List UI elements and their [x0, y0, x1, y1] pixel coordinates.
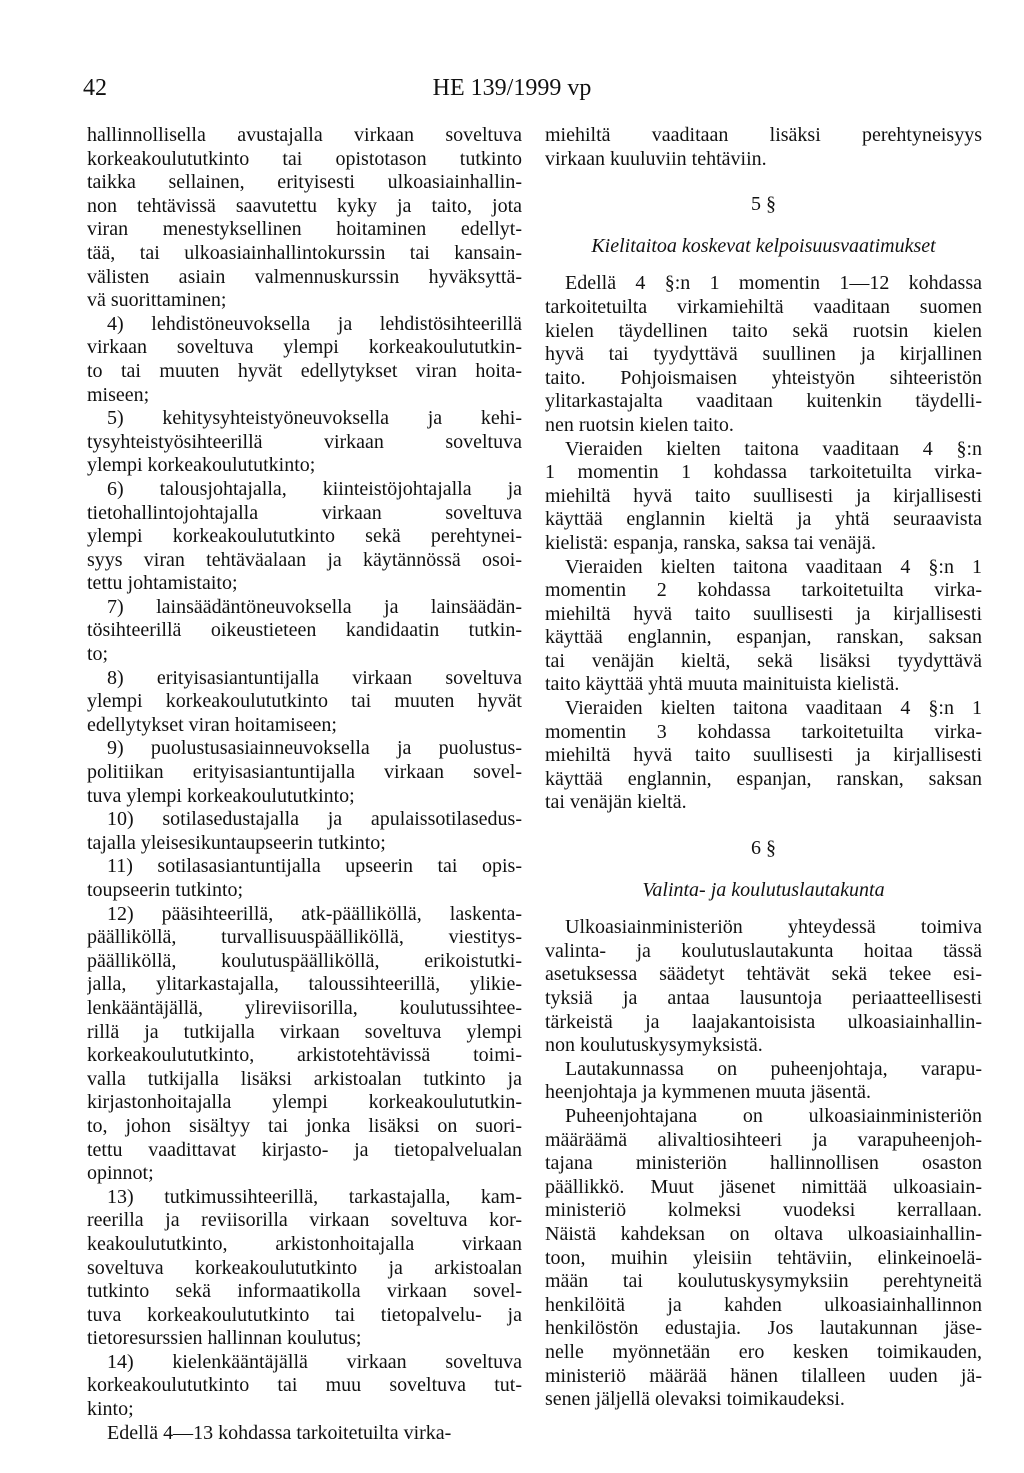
text-line: rillä ja tutkijalla virkaan soveltuva ylempi — [87, 1020, 522, 1043]
text-line: 5) kehitysyhteistyöneuvoksella ja kehi- — [107, 407, 522, 430]
text-line: 12) pääsihteerillä, atk-päälliköllä, laskenta- — [107, 902, 522, 925]
text-line: valla tutkijalla lisäksi arkistoalan tutkinto ja — [87, 1067, 522, 1090]
text-line: kinto; — [87, 1398, 134, 1421]
text-line: tuva ylempi korkeakoulututkinto; — [87, 784, 355, 807]
text-line: tarkoitetuilta virkamiehiltä vaaditaan suomen — [545, 295, 982, 318]
text-line: Vieraiden kielten taitona vaaditaan 4 §:n — [565, 437, 982, 460]
text-line: 13) tutkimussihteerillä, tarkastajalla, kam- — [107, 1185, 522, 1208]
text-line: politiikan erityisasiantuntijalla virkaan sovel- — [87, 761, 522, 784]
text-line: ylempi korkeakoulututkinto sekä perehtynei- — [87, 525, 522, 548]
text-line: toupseerin tutkinto; — [87, 879, 244, 901]
text-line: tää, tai ulkoasiainhallintokurssin tai kansain- — [87, 241, 522, 264]
text-line: 14) kielenkääntäjällä virkaan soveltuva — [107, 1350, 522, 1373]
text-line: päälliköllä, turvallisuuspäälliköllä, viestitys- — [87, 926, 522, 949]
text-line: 11) sotilasasiantuntijalla upseerin tai opis- — [107, 855, 522, 878]
text-line: Vieraiden kielten taitona vaaditaan 4 §:n 1 — [565, 697, 982, 720]
text-line: tösihteerillä oikeustieteen kandidaatin tutkin- — [87, 619, 522, 642]
text-line: Edellä 4—13 kohdassa tarkoitetuilta virka- — [107, 1421, 452, 1444]
text-line: tai venäjän kieltä, sekä lisäksi tyydyttävä — [545, 649, 982, 672]
text-line: päälliköllä, koulutuspäälliköllä, erikoistutki- — [87, 949, 522, 972]
text-line: miehiltä vaaditaan lisäksi perehtyneisyys — [545, 124, 982, 146]
text-line: Vieraiden kielten taitona vaaditaan 4 §:n 1 — [565, 555, 982, 578]
text-line: to tai muuten hyvät edellytykset viran hoita- — [87, 359, 522, 382]
text-line: asetuksessa säädetyt tehtävät sekä tekee esi- — [545, 963, 982, 986]
text-line: tietoresurssien hallinnan koulutus; — [87, 1327, 362, 1350]
text-line: korkeakoulututkinto tai opistotason tutkinto — [87, 147, 522, 170]
text-line: tettu vaadittavat kirjasto- ja tietopalvelualan — [87, 1138, 522, 1161]
left-column — [87, 124, 522, 1445]
text-line: miehiltä hyvä taito suullisesti ja kirjallisesti — [545, 602, 982, 625]
text-line: henkilöitä ja kahden ulkoasiainhallinnon — [545, 1293, 982, 1316]
section-5-body — [545, 272, 982, 815]
section-6-title: Valinta- ja koulutuslautakunta — [642, 878, 885, 901]
text-line: taito. Pohjoismaisen yhteistyön sihteeristön — [545, 366, 982, 389]
text-line: mään tai koulutuskysymyksiin perehtyneitä — [545, 1270, 982, 1293]
text-line: miseen; — [87, 383, 150, 406]
text-line: soveltuva korkeakoulututkinto ja arkistoalan — [87, 1256, 522, 1279]
text-line: henkilöstön edustajia. Jos lautakunnan jäse- — [545, 1317, 982, 1340]
text-line: taikka sellainen, erityisesti ulkoasiainhallin- — [87, 171, 522, 194]
page-number: 42 — [83, 75, 107, 101]
section-6-body — [545, 916, 982, 1411]
text-line: Näistä kahdeksan on oltava ulkoasiainhallin- — [545, 1222, 982, 1245]
text-line: 8) erityisasiantuntijalla virkaan soveltuva — [107, 666, 522, 689]
text-line: tutkinto sekä informaatikolla virkaan sovel- — [87, 1280, 522, 1303]
text-line: to, johon sisältyy tai jonka lisäksi on suori- — [87, 1114, 522, 1137]
text-line: virkaan kuuluviin tehtäviin. — [545, 147, 767, 170]
text-line: momentin 2 kohdassa tarkoitetuilta virka- — [545, 579, 982, 602]
text-line: päällikkö. Muut jäsenet nimittää ulkoasiain- — [545, 1175, 982, 1198]
text-line: ministeriö kolmeksi vuodeksi kerrallaan. — [545, 1199, 982, 1222]
text-line: välisten asiain valmennuskurssin hyväksyttä- — [87, 265, 522, 288]
text-line: Lautakunnassa on puheenjohtaja, varapu- — [565, 1057, 982, 1080]
text-line: miehiltä hyvä taito suullisesti ja kirjallisesti — [545, 744, 982, 767]
text-line: tuva korkeakoulututkinto tai tietopalvelu- ja — [87, 1303, 522, 1326]
text-line: 7) lainsäädäntöneuvoksella ja lainsäädän- — [107, 595, 522, 618]
text-line: toon, muihin yleisiin tehtäviin, elinkeinoelä- — [545, 1246, 982, 1269]
text-line: edellytykset viran hoitamiseen; — [87, 713, 337, 736]
text-line: keakoulututkinto, arkistonhoitajalla virkaan — [87, 1232, 522, 1255]
text-line: Puheenjohtajana on ulkoasiainministeriön — [565, 1104, 982, 1127]
text-line: taito käyttää yhtä muuta mainituista kielistä. — [545, 673, 900, 696]
text-line: tyksiä ja antaa lausuntoja periaatteellisesti — [545, 987, 982, 1009]
text-line: 4) lehdistöneuvoksella ja lehdistösihteerillä — [107, 312, 522, 335]
text-line: ministeriö määrää hänen tilalleen uuden jä- — [545, 1364, 982, 1387]
text-line: virkaan soveltuva ylempi korkeakoulututkin- — [87, 336, 522, 359]
text-line: miehiltä hyvä taito suullisesti ja kirjallisesti — [545, 484, 982, 507]
text-line: valinta- ja koulutuslautakunta hoitaa tässä — [545, 939, 982, 962]
text-line: ylitarkastajalta vaaditaan kuitenkin täydelli- — [545, 390, 982, 413]
text-line: tärkeistä ja laajakantoisista ulkoasiainhallin- — [545, 1010, 982, 1033]
text-line: to; — [87, 643, 109, 666]
text-line: korkeakoulututkinto tai muu soveltuva tut- — [87, 1374, 522, 1397]
text-line: vä suorittaminen; — [87, 289, 227, 312]
text-line: 6) talousjohtajalla, kiinteistöjohtajalla ja — [107, 477, 522, 500]
section-6-mark: 6 § — [751, 837, 776, 860]
text-line: tai venäjän kieltä. — [545, 791, 687, 814]
text-line: ylempi korkeakoulututkinto; — [87, 454, 316, 477]
text-line: tajalla yleisesikuntaupseerin tutkinto; — [87, 831, 386, 854]
text-line: 9) puolustusasiainneuvoksella ja puolustus- — [107, 737, 522, 760]
text-line: lenkääntäjällä, ylireviisorilla, koulutussihtee- — [87, 996, 522, 1019]
text-line: non tehtävissä saavutettu kyky ja taito, jota — [87, 194, 522, 217]
right-column — [545, 124, 982, 1412]
text-line: Edellä 4 §:n 1 momentin 1—12 kohdassa — [565, 272, 982, 295]
text-line: kielistä: espanja, ranska, saksa tai venäjä. — [545, 531, 876, 554]
text-line: kielen täydellinen taito sekä ruotsin kielen — [545, 319, 982, 342]
text-line: viran menestyksellinen hoitaminen edellyt- — [87, 218, 522, 241]
right-intro — [545, 124, 982, 171]
text-line: reerilla ja reviisorilla virkaan soveltuva kor- — [87, 1209, 522, 1232]
running-header: HE 139/1999 vp — [432, 75, 592, 101]
text-line: nen ruotsin kielen taito. — [545, 413, 734, 436]
text-line: momentin 3 kohdassa tarkoitetuilta virka- — [545, 720, 982, 743]
text-line: korkeakoulututkinto, arkistotehtävissä toimi- — [87, 1044, 522, 1067]
text-line: opinnot; — [87, 1162, 154, 1185]
section-5-mark: 5 § — [751, 193, 776, 216]
section-5-title: Kielitaitoa koskevat kelpoisuusvaatimukset — [591, 234, 936, 257]
text-line: käyttää englannin, espanjan, ranskan, saksan — [545, 767, 982, 790]
text-line: 10) sotilasedustajalla ja apulaissotilasedus- — [107, 808, 522, 831]
text-line: käyttää englannin kieltä ja yhtä seuraavista — [545, 508, 982, 531]
text-line: senen jäljellä olevaksi toimikaudeksi. — [545, 1388, 845, 1411]
text-line: määräämä alivaltiosihteeri ja varapuheenjoh- — [545, 1128, 982, 1151]
text-line: 1 momentin 1 kohdassa tarkoitetuilta virka- — [545, 461, 982, 484]
text-line: käyttää englannin, espanjan, ranskan, saksan — [545, 626, 982, 649]
text-line: hyvä tai tyydyttävä suullinen ja kirjallinen — [545, 343, 982, 366]
text-line: non koulutuskysymyksistä. — [545, 1034, 763, 1057]
text-line: tettu johtamistaito; — [87, 572, 238, 595]
text-line: heenjohtaja ja kymmenen muuta jäsentä. — [545, 1081, 871, 1104]
text-line: Ulkoasiainministeriön yhteydessä toimiva — [565, 916, 982, 939]
text-line: syys viran tehtäväalaan ja käytännössä osoi- — [87, 548, 522, 571]
text-line: tajana ministeriön hallinnollisen osaston — [545, 1152, 982, 1175]
text-line: nelle myönnetään ero kesken toimikauden, — [545, 1340, 982, 1363]
text-line: tietohallintojohtajalla virkaan soveltuva — [87, 501, 522, 524]
text-line: kirjastonhoitajalla ylempi korkeakoulututkin- — [87, 1091, 522, 1114]
text-line: tysyhteistyösihteerillä virkaan soveltuva — [87, 430, 522, 453]
text-line: ylempi korkeakoulututkinto tai muuten hyvät — [87, 690, 522, 713]
text-line: hallinnollisella avustajalla virkaan soveltuva — [87, 124, 522, 146]
text-line: jalla, ylitarkastajalla, taloussihteerillä, ylikie- — [87, 973, 522, 996]
